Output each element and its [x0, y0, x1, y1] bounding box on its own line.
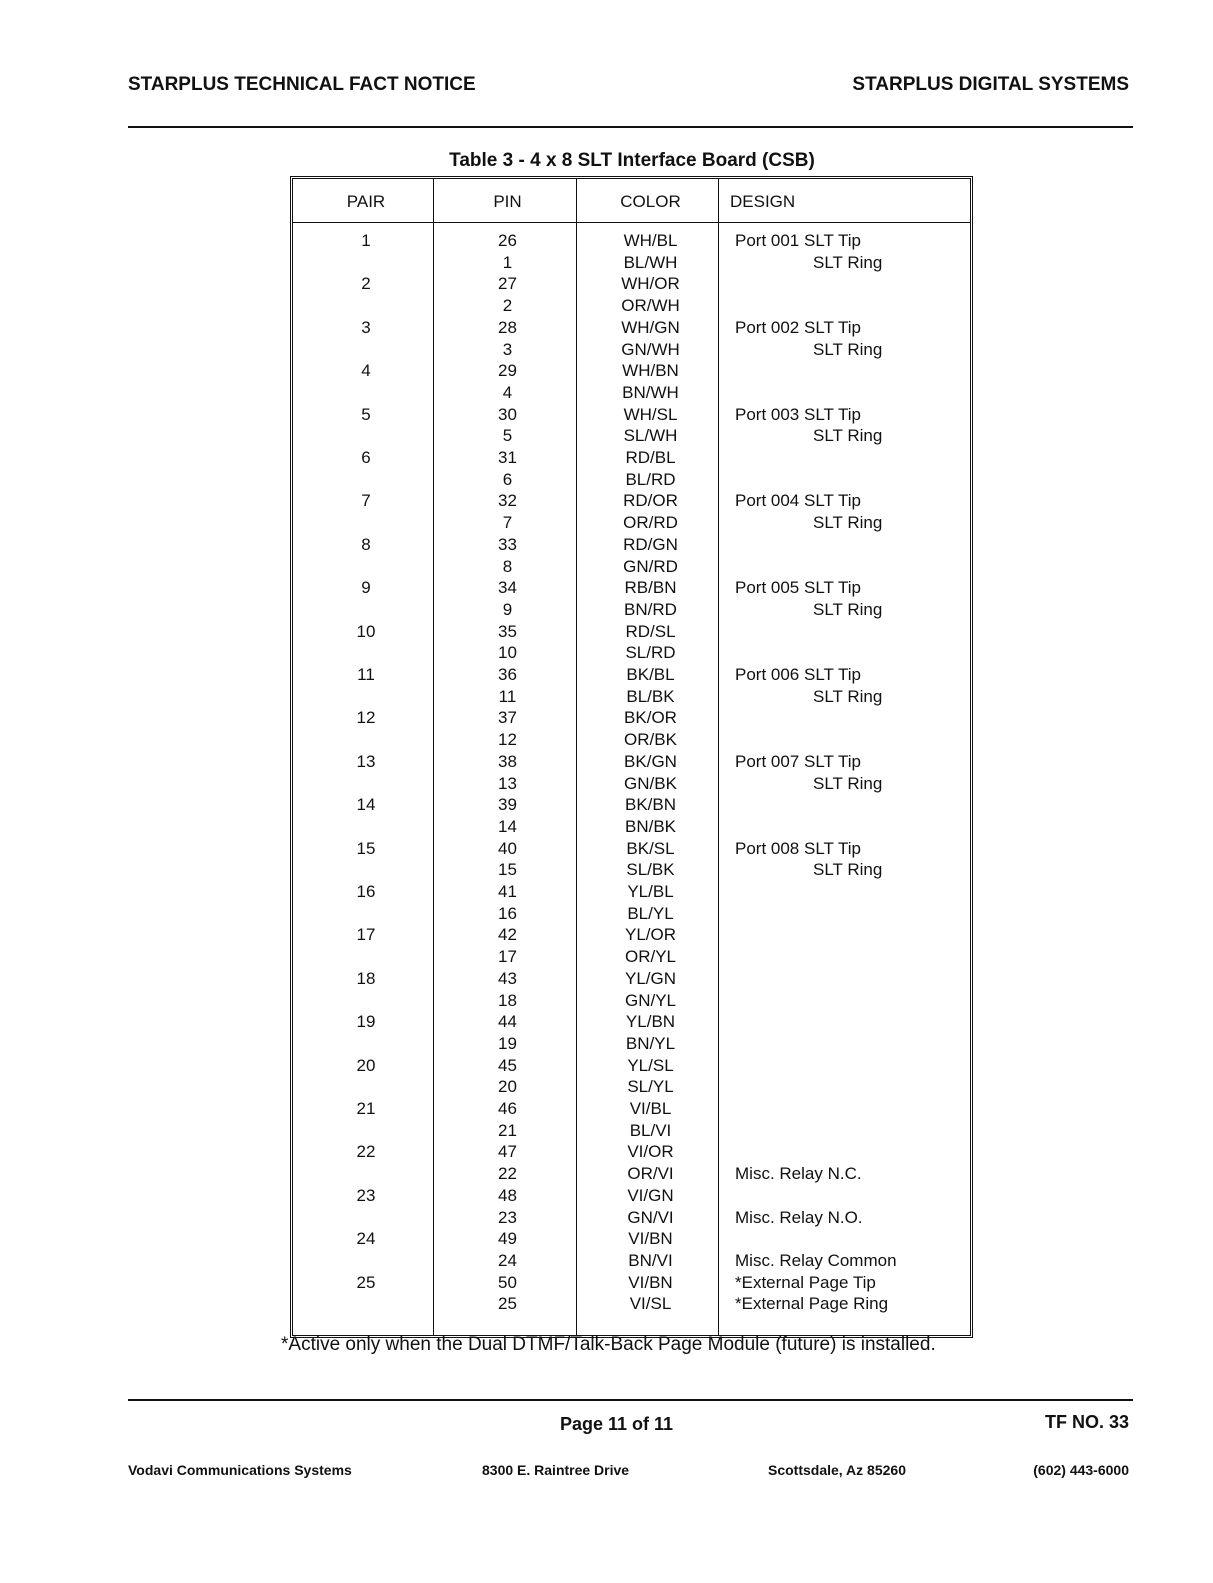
cell-design: Port 003 SLT Tip	[735, 404, 861, 424]
cell-color: OR/WH	[621, 296, 680, 316]
cell-pin: 40	[498, 838, 517, 858]
cell-pair: 23	[356, 1185, 376, 1205]
table-row	[293, 1141, 970, 1163]
cell-pin: 30	[498, 404, 517, 424]
cell-pin: 33	[498, 534, 517, 554]
cell-design: Misc. Relay N.C.	[735, 1164, 862, 1184]
cell-color: YL/GN	[624, 968, 677, 988]
table-title: Table 3 - 4 x 8 SLT Interface Board (CSB)	[449, 150, 815, 171]
table-row	[293, 946, 970, 968]
cell-color: RD/OR	[623, 491, 678, 511]
cell-pin: 19	[498, 1033, 517, 1053]
cell-pair: 19	[356, 1012, 376, 1032]
cell-color: BL/VI	[629, 1120, 672, 1140]
cell-color: OR/BK	[624, 730, 677, 750]
table-row	[293, 1033, 970, 1055]
cell-pin: 11	[498, 686, 517, 706]
cell-pin: 42	[498, 925, 517, 945]
cell-design: SLT Ring	[813, 686, 883, 706]
table-row	[293, 924, 970, 946]
cell-design: Port 002 SLT Tip	[735, 317, 861, 337]
cell-pin: 12	[498, 730, 517, 750]
cell-pin: 43	[498, 968, 517, 988]
cell-pin: 13	[498, 773, 517, 793]
cell-color: SL/BK	[626, 860, 675, 880]
table-row	[293, 968, 970, 990]
cell-color: BN/WH	[622, 382, 679, 402]
table-footnote: *Active only when the Dual DTMF/Talk-Back Page Module (future) is installed.	[281, 1334, 936, 1355]
cell-pin: 46	[498, 1099, 517, 1118]
cell-pin: 20	[498, 1077, 517, 1097]
cell-design: Misc. Relay N.O.	[735, 1207, 863, 1227]
cell-color: BN/VI	[628, 1250, 673, 1270]
cell-pin: 38	[498, 751, 517, 771]
table-row	[293, 621, 970, 643]
cell-design: SLT Ring	[813, 252, 883, 272]
cell-pin: 4	[502, 382, 513, 402]
table-row	[293, 490, 970, 512]
cell-pin: 2	[502, 296, 513, 316]
cell-pin: 1	[502, 252, 513, 272]
cell-pin: 45	[498, 1055, 517, 1075]
footer-city: Scottsdale, Az 85260	[768, 1462, 906, 1478]
cell-color: RB/BN	[624, 578, 677, 598]
cell-color: BN/RD	[624, 599, 677, 619]
tf-number: TF NO. 33	[1044, 1412, 1129, 1432]
cell-pin: 7	[502, 513, 513, 533]
cell-pair: 9	[361, 578, 371, 598]
cell-color: VI/GN	[627, 1185, 674, 1205]
table-row	[293, 642, 970, 664]
column-header-design: DESIGN	[730, 192, 796, 211]
table-row	[293, 295, 970, 317]
cell-color: WH/OR	[621, 274, 680, 294]
cell-pin: 6	[502, 469, 513, 489]
cell-pair: 14	[356, 795, 376, 815]
table-row	[293, 317, 970, 339]
cell-pair: 21	[356, 1099, 376, 1118]
cell-color: YL/BL	[627, 882, 674, 901]
table-row	[293, 1228, 970, 1250]
cell-pin: 27	[498, 274, 517, 294]
table-row	[293, 1076, 970, 1098]
cell-color: BK/SL	[626, 838, 675, 858]
table-row	[293, 1185, 970, 1207]
cell-pair: 22	[356, 1142, 376, 1162]
cell-color: WH/BL	[623, 231, 678, 250]
cell-color: GN/VI	[627, 1207, 674, 1227]
table-row	[293, 729, 970, 751]
cell-pair: 15	[356, 838, 376, 858]
cell-pin: 23	[498, 1207, 517, 1227]
cell-pin: 48	[498, 1185, 517, 1205]
cell-pin: 18	[498, 990, 517, 1010]
cell-pair: 11	[357, 665, 375, 684]
table-row	[293, 881, 970, 903]
cell-pin: 15	[498, 860, 517, 880]
header-title-left: STARPLUS TECHNICAL FACT NOTICE	[128, 74, 476, 95]
table-row	[293, 577, 970, 599]
cell-color: GN/YL	[624, 990, 677, 1010]
cell-color: SL/RD	[625, 643, 676, 663]
cell-pin: 21	[498, 1120, 517, 1140]
cell-design: Port 005 SLT Tip	[735, 578, 861, 598]
cell-color: GN/BK	[624, 773, 677, 793]
table-row	[293, 447, 970, 469]
table-row	[293, 1011, 970, 1033]
cell-pair: 20	[356, 1055, 376, 1075]
table-row	[293, 1293, 970, 1315]
cell-design: Port 001 SLT Tip	[735, 231, 861, 250]
cell-color: WH/BN	[622, 361, 679, 381]
cell-pin: 31	[498, 448, 517, 467]
cell-pin: 50	[498, 1272, 517, 1292]
cell-pair: 5	[361, 404, 371, 424]
table-row	[293, 469, 970, 491]
cell-color: BL/WH	[623, 252, 678, 272]
cell-pin: 36	[498, 665, 517, 684]
cell-color: VI/BN	[628, 1272, 673, 1292]
cell-pin: 47	[498, 1142, 517, 1162]
cell-pair: 18	[356, 968, 376, 988]
cell-pair: 17	[356, 925, 376, 945]
cell-color: OR/VI	[627, 1164, 674, 1184]
cell-color: SL/WH	[623, 426, 678, 446]
cell-pin: 9	[502, 599, 513, 619]
table-row	[293, 903, 970, 925]
cell-design: SLT Ring	[813, 773, 883, 793]
cell-pin: 17	[498, 947, 517, 967]
cell-pin: 44	[498, 1012, 517, 1032]
cell-design: Port 008 SLT Tip	[735, 838, 861, 858]
cell-pair: 25	[356, 1272, 376, 1292]
cell-pin: 35	[498, 621, 517, 641]
cell-design: Port 007 SLT Tip	[735, 751, 861, 771]
cell-pair: 6	[361, 448, 371, 467]
cell-pin: 39	[498, 795, 517, 815]
cell-color: RD/GN	[623, 534, 678, 554]
cell-pin: 5	[502, 426, 513, 446]
table-row	[293, 556, 970, 578]
cell-pair: 1	[361, 231, 371, 250]
cell-pin: 37	[498, 708, 517, 728]
cell-color: BL/BK	[626, 686, 675, 706]
cell-color: OR/YL	[624, 947, 677, 967]
table-row	[293, 1098, 970, 1120]
cell-color: GN/RD	[623, 556, 678, 576]
table-row	[293, 252, 970, 274]
cell-color: BK/BN	[624, 795, 677, 815]
cell-pin: 34	[498, 578, 517, 598]
column-header-color: COLOR	[620, 192, 681, 211]
cell-design: SLT Ring	[813, 513, 883, 533]
cell-design: SLT Ring	[813, 599, 883, 619]
cell-color: BL/RD	[625, 469, 676, 489]
column-header-pin: PIN	[493, 192, 522, 211]
pinout-table	[290, 176, 973, 1338]
cell-pair: 12	[356, 708, 376, 728]
cell-design: SLT Ring	[813, 426, 883, 446]
table-header-row	[293, 179, 970, 223]
cell-color: BK/GN	[624, 751, 677, 771]
table-row	[293, 990, 970, 1012]
footer-rule	[128, 1399, 1133, 1401]
cell-pin: 10	[498, 643, 517, 663]
table-row	[293, 838, 970, 860]
cell-design: *External Page Ring	[735, 1294, 889, 1314]
cell-color: VI/BL	[629, 1099, 672, 1118]
table-row	[293, 1272, 970, 1294]
header-rule	[128, 126, 1133, 128]
cell-color: WH/SL	[623, 404, 678, 424]
cell-design: SLT Ring	[813, 339, 883, 359]
cell-design: SLT Ring	[813, 860, 883, 880]
cell-pin: 29	[498, 361, 517, 381]
table-row	[293, 794, 970, 816]
table-row	[293, 751, 970, 773]
table-row	[293, 404, 970, 426]
footer-address: 8300 E. Raintree Drive	[482, 1462, 630, 1478]
cell-pair: 2	[361, 274, 371, 294]
table-row	[293, 773, 970, 795]
table-row	[293, 1207, 970, 1229]
table-row	[293, 686, 970, 708]
cell-design: Misc. Relay Common	[735, 1250, 897, 1270]
cell-pin: 28	[498, 317, 517, 337]
table-row	[293, 360, 970, 382]
cell-design: Port 004 SLT Tip	[735, 491, 861, 511]
cell-pin: 24	[498, 1250, 517, 1270]
table-row	[293, 1120, 970, 1142]
cell-color: BN/BK	[624, 816, 677, 836]
cell-pin: 16	[498, 903, 517, 923]
footer-phone: (602) 443-6000	[1033, 1462, 1129, 1478]
table-row	[293, 1163, 970, 1185]
table-row	[293, 512, 970, 534]
table-row	[293, 339, 970, 361]
cell-color: BN/YL	[625, 1033, 676, 1053]
cell-color: YL/BN	[625, 1012, 676, 1032]
cell-pin: 41	[498, 882, 517, 901]
table-row	[293, 664, 970, 686]
cell-pair: 3	[361, 317, 371, 337]
cell-pair: 24	[356, 1229, 376, 1249]
cell-pin: 49	[498, 1229, 517, 1249]
cell-pair: 8	[361, 534, 371, 554]
cell-color: VI/BN	[628, 1229, 673, 1249]
cell-pin: 8	[502, 556, 513, 576]
cell-pair: 16	[356, 882, 376, 901]
table-row	[293, 230, 970, 252]
page-number: Page 11 of 11	[560, 1414, 674, 1434]
table-row	[293, 707, 970, 729]
cell-pin: 32	[498, 491, 517, 511]
cell-pin: 25	[498, 1294, 517, 1314]
cell-pin: 22	[498, 1164, 517, 1184]
table-row	[293, 816, 970, 838]
cell-color: RD/BL	[625, 448, 676, 467]
cell-color: GN/WH	[621, 339, 680, 359]
cell-design: Port 006 SLT Tip	[735, 665, 861, 684]
footer-company: Vodavi Communications Systems	[128, 1462, 352, 1478]
table-row	[293, 1055, 970, 1077]
column-header-pair: PAIR	[346, 192, 386, 211]
cell-pair: 7	[361, 491, 371, 511]
cell-color: VI/OR	[627, 1142, 674, 1162]
table-row	[293, 599, 970, 621]
cell-color: BK/BL	[626, 665, 675, 684]
cell-color: BL/YL	[627, 903, 674, 923]
cell-pin: 26	[498, 231, 517, 250]
cell-pair: 4	[361, 361, 371, 381]
cell-color: YL/OR	[624, 925, 677, 945]
cell-pin: 14	[498, 816, 517, 836]
cell-color: YL/SL	[627, 1055, 674, 1075]
cell-pair: 13	[356, 751, 376, 771]
cell-design: *External Page Tip	[735, 1272, 876, 1292]
table-row	[293, 1250, 970, 1272]
cell-pin: 3	[502, 339, 513, 359]
cell-color: OR/RD	[623, 513, 678, 533]
table-row	[293, 534, 970, 556]
cell-color: SL/YL	[627, 1077, 674, 1097]
table-row	[293, 425, 970, 447]
cell-pair: 10	[356, 621, 376, 641]
cell-color: WH/GN	[621, 317, 680, 337]
header-title-right: STARPLUS DIGITAL SYSTEMS	[852, 74, 1129, 95]
table-row	[293, 273, 970, 295]
cell-color: RD/SL	[625, 621, 676, 641]
table-row	[293, 382, 970, 404]
table-row	[293, 859, 970, 881]
cell-color: BK/OR	[624, 708, 677, 728]
cell-color: VI/SL	[629, 1294, 672, 1314]
